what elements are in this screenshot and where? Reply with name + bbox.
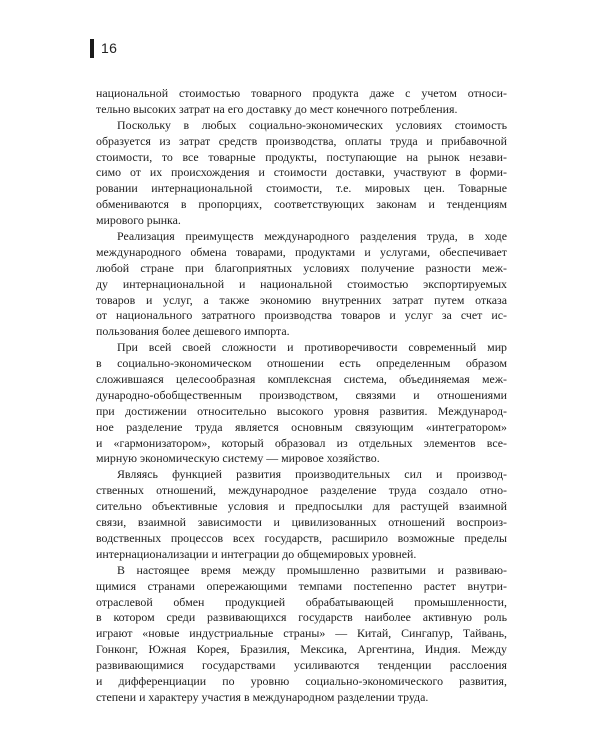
text-line: в котором среди развивающихся государств наиболее активную роль bbox=[96, 610, 507, 625]
text-line: степени и характеру участия в международном разделении труда. bbox=[96, 689, 429, 704]
text-line: международного обмена товарами, продуктами и услугами, обеспечивает bbox=[96, 244, 507, 259]
text-line: дународно-обобщественным производством, связями и отношениями bbox=[96, 387, 507, 402]
text-line: стоимости, то все товарные продукты, поступающие на рынок незави- bbox=[96, 149, 507, 164]
text-line: ное разделение труда является основным связующим «интегратором» bbox=[96, 419, 507, 434]
text-line: связи, взаимной зависимости и цивилизованных отношений воспроиз- bbox=[96, 515, 507, 530]
text-line: тельно высоких затрат на его доставку до мест конечного потребления. bbox=[96, 101, 458, 116]
text-line: обмениваются в пропорциях, соответствующих законам и тенденциям bbox=[96, 197, 507, 212]
text-line: от национального затратного производства товаров и услуг за счет ис- bbox=[96, 308, 507, 323]
page-header bbox=[90, 38, 117, 58]
text-line: в социально-экономическом отношении есть определенным образом bbox=[96, 356, 507, 371]
text-line: ду интернациональной и национальной стоимостью экспортируемых bbox=[96, 276, 507, 291]
text-line: отраслевой обмен продукцией обрабатывающей промышленности, bbox=[96, 594, 507, 609]
paragraph bbox=[96, 467, 507, 562]
paragraph bbox=[96, 563, 507, 706]
text-line: пользования более дешевого импорта. bbox=[96, 324, 290, 339]
text-line: и «гармонизатором», который образовал из отдельных элементов все- bbox=[96, 435, 507, 450]
text-line: товаров и услуг, а также экономию внутренних затрат путем отказа bbox=[96, 292, 507, 307]
paragraph bbox=[96, 340, 507, 467]
text-line: мирную экономическую систему — мировое хозяйство. bbox=[96, 451, 380, 466]
text-line: сительно объективные условия и предпосылки для растущей взаимной bbox=[96, 499, 507, 514]
text-line: интернационализации и интеграции до общемировых уровней. bbox=[96, 546, 417, 561]
text-line: национальной стоимостью товарного продукта даже с учетом относи- bbox=[96, 86, 507, 100]
text-line: В настоящее время между промышленно развитыми и развиваю- bbox=[117, 562, 507, 577]
text-line: Являясь функцией развития производительных сил и производ- bbox=[117, 467, 507, 482]
text-line: симо от их происхождения и стоимости доставки, участвуют в форми- bbox=[96, 165, 507, 180]
text-line: развивающимися государствами усиливаются тенденции расслоения bbox=[96, 658, 507, 673]
page-number: 16 bbox=[101, 40, 118, 56]
paragraph bbox=[96, 229, 507, 340]
text-line: Гонконг, Южная Корея, Бразилия, Мексика, Аргентина, Индия. Между bbox=[96, 642, 507, 657]
paragraph bbox=[96, 86, 507, 118]
text-line: ственных отношений, международное разделение труда создало отно- bbox=[96, 483, 507, 498]
text-line: образуется из затрат средств производства, оплаты труда и прибавочной bbox=[96, 133, 507, 148]
paragraph bbox=[96, 118, 507, 229]
text-line: любой стране при благоприятных условиях получение разности меж- bbox=[96, 260, 507, 275]
text-line: при достижении относительно высокого уровня развития. Международ- bbox=[96, 403, 507, 418]
text-line: При всей своей сложности и противоречивости современный мир bbox=[117, 340, 507, 355]
text-line: мирового рынка. bbox=[96, 213, 181, 228]
text-line: и дифференциации по уровню социально-экономического развития, bbox=[96, 673, 507, 688]
text-body bbox=[96, 86, 507, 706]
text-line: сложившаяся целесообразная комплексная система, объединяемая меж- bbox=[96, 372, 507, 387]
text-line: водственных процессов всех государств, расширило возможные пределы bbox=[96, 530, 507, 545]
text-line: Поскольку в любых социально-экономических условиях стоимость bbox=[117, 117, 507, 132]
text-line: щимися странами опережающими темпами постепенно растет внутри- bbox=[96, 578, 507, 593]
header-marker-bar bbox=[90, 39, 94, 58]
text-line: Реализация преимуществ международного разделения труда, в ходе bbox=[117, 229, 507, 244]
text-line: ровании интернациональной стоимости, т.е. мировых цен. Товарные bbox=[96, 181, 507, 196]
text-line: играют «новые индустриальные страны» — Китай, Сингапур, Тайвань, bbox=[96, 626, 507, 641]
